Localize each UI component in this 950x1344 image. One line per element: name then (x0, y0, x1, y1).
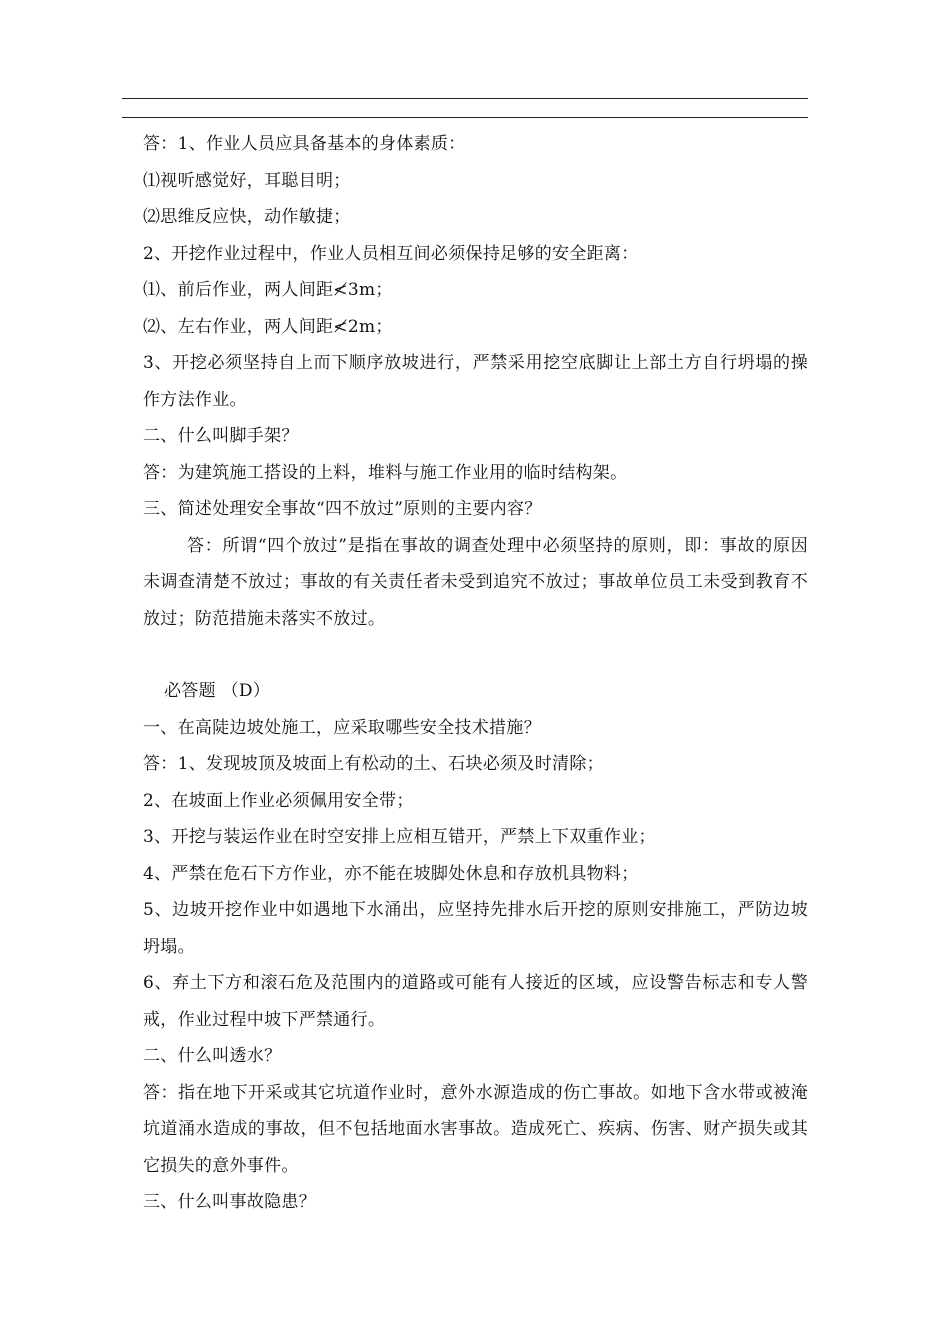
answer-line: 答：1、发现坡顶及坡面上有松动的土、石块必须及时清除； (143, 754, 604, 774)
answer-line: ⑴视听感觉好，耳聪目明； (143, 170, 351, 191)
answer-line: 答：为建筑施工搭设的上料，堆料与施工作业用的临时结构架。 (143, 462, 628, 483)
answer-paragraph: 6、弃土下方和滚石危及范围内的道路或可能有人接近的区域，应设警告标志和专人警戒，作业过程中坡下严禁通行。 (143, 973, 808, 1030)
question-line: 三、什么叫事故隐患？ (143, 1192, 316, 1212)
question-line: 二、什么叫透水？ (143, 1046, 282, 1066)
answer-line: 答：1、作业人员应具备基本的身体素质： (143, 134, 466, 154)
answer-paragraph: 3、开挖必须坚持自上而下顺序放坡进行，严禁采用挖空底脚让上部土方自行坍塌的操作方法作业。 (143, 353, 808, 410)
question-line: 三、简述处理安全事故“四不放过”原则的主要内容？ (143, 499, 542, 519)
answer-line: ⑵思维反应快，动作敏捷； (143, 207, 351, 227)
question-line: 二、什么叫脚手架？ (143, 426, 299, 446)
answer-line: 2、开挖作业过程中，作业人员相互间必须保持足够的安全距离： (143, 243, 639, 264)
answer-paragraph: 5、边坡开挖作业中如遇地下水涌出，应坚持先排水后开挖的原则安排施工，严防边坡坍塌。 (143, 900, 808, 957)
answer-line: ⑴、前后作业，两人间距≮3m； (143, 280, 393, 300)
answer-paragraph: 答：指在地下开采或其它坑道作业时，意外水源造成的伤亡事故。如地下含水带或被淹坑道涌水造成的事故，但不包括地面水害事故。造成死亡、疾病、伤害、财产损失或其它损失的意外事件。 (143, 1082, 808, 1176)
answer-line: 3、开挖与装运作业在时空安排上应相互错开，严禁上下双重作业； (143, 827, 656, 847)
answer-line: 4、严禁在危石下方作业，亦不能在坡脚处休息和存放机具物料； (143, 863, 639, 884)
blank-line (143, 637, 808, 673)
document-body (143, 126, 808, 1221)
header-rule-top (122, 98, 808, 99)
answer-paragraph: 答：所谓“四个放过”是指在事故的调查处理中必须坚持的原则，即：事故的原因未调查清楚不放过；事故的有关责任者未受到追究不放过；事故单位员工未受到教育不放过；防范措施未落实不放过。 (143, 535, 808, 629)
section-title: 必答题 （D） (164, 681, 271, 701)
answer-line: ⑵、左右作业，两人间距≮2m； (143, 316, 393, 337)
question-line: 一、在高陡边坡处施工，应采取哪些安全技术措施？ (143, 717, 541, 738)
header-rule-bottom (122, 117, 808, 118)
answer-line: 2、在坡面上作业必须佩用安全带； (143, 790, 414, 811)
